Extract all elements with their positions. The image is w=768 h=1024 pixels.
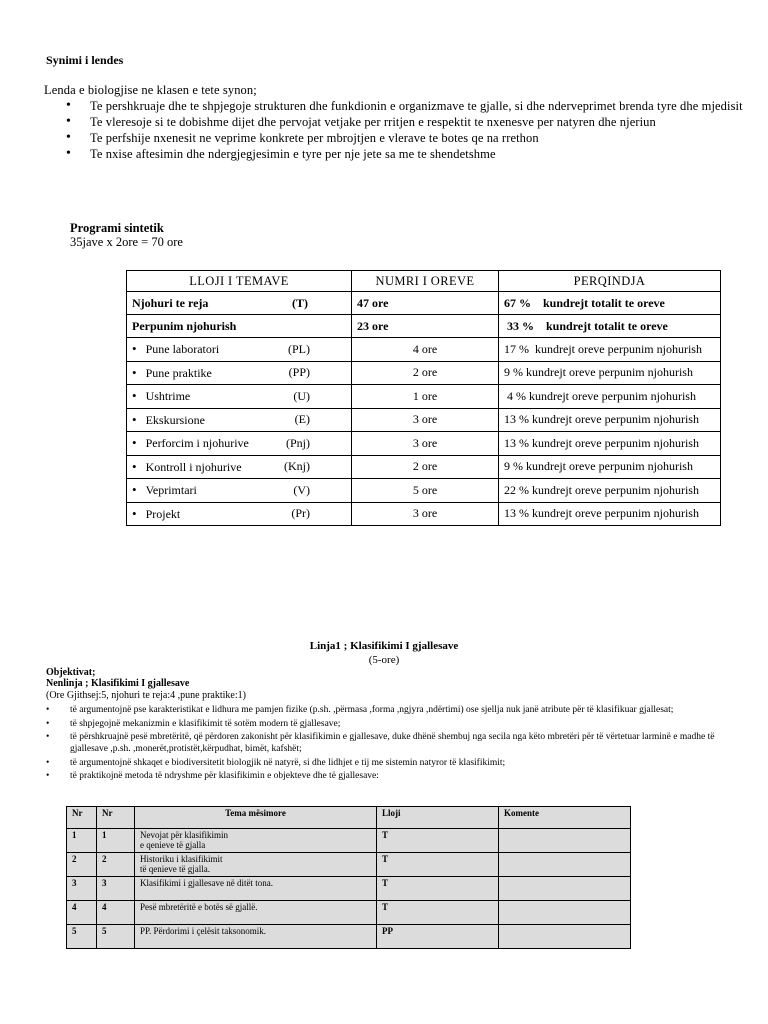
lesson-topic (135, 925, 377, 949)
topic-line: Nevojat për klasifikimin (140, 830, 228, 840)
lesson-comment (499, 829, 631, 853)
table-row (127, 361, 721, 385)
lesson-type: T (377, 853, 499, 877)
header-tema: Tema mësimore (135, 807, 377, 829)
lesson-nr: 5 (67, 925, 97, 949)
lesson-topic (135, 853, 377, 877)
row-code: (E) (294, 412, 310, 427)
row-name (127, 361, 352, 385)
row-code: (Pr) (291, 506, 310, 521)
lesson-comment (499, 925, 631, 949)
row-hours: 2 ore (352, 455, 499, 479)
aims-list (66, 98, 743, 162)
table-row (127, 455, 721, 479)
lesson-type: T (377, 901, 499, 925)
table-row-summary (127, 315, 721, 338)
row-percentage: 33 % kundrejt totalit te oreve (499, 315, 721, 338)
row-hours: 3 ore (352, 432, 499, 456)
lesson-type: T (377, 829, 499, 853)
topic-line: të qenieve të gjalla. (140, 864, 210, 874)
table-row (67, 829, 631, 853)
linja-title: Linja1 ; Klasifikimi I gjallesave (309, 640, 459, 652)
row-hours: 1 ore (352, 385, 499, 409)
row-hours: 47 ore (352, 292, 499, 315)
row-label: • Pune praktike (132, 365, 212, 381)
hours-breakdown: (Ore Gjithsej:5, njohuri te reja:4 ,pune praktike:1) (46, 690, 246, 701)
row-name (127, 292, 352, 315)
header-perqindja: PERQINDJA (499, 271, 721, 292)
lessons-table (66, 806, 631, 949)
row-code: (U) (293, 388, 310, 403)
row-label: • Ushtrime (132, 388, 190, 404)
table-row (67, 925, 631, 949)
lesson-topic (135, 877, 377, 901)
aim-item: • Te perfshije nxenesit ne veprime konkrete per mbrojtjen e vlerave te botes qe na rrethon (66, 130, 743, 146)
objective-item: • të shpjegojnë mekanizmin e klasifikimit të sotëm modern të gjallesave; (46, 718, 746, 730)
row-percentage: 13 % kundrejt oreve perpunim njohurish (499, 408, 721, 432)
row-name (127, 385, 352, 409)
row-hours: 4 ore (352, 338, 499, 362)
header-numri: NUMRI I OREVE (352, 271, 499, 292)
lesson-nr: 4 (67, 901, 97, 925)
row-name (127, 408, 352, 432)
header-komente: Komente (499, 807, 631, 829)
row-code: (Knj) (284, 459, 310, 474)
topic-line: e qenieve të gjalla (140, 840, 206, 850)
row-code: (Pnj) (286, 435, 310, 450)
row-label: • Ekskursione (132, 412, 205, 428)
row-percentage: 4 % kundrejt oreve perpunim njohurish (499, 385, 721, 409)
objective-item: • të argumentojnë shkaqet e biodiversitetit biologjik në natyrë, si dhe lidhjet e tij me sistemin natyror të klasifikimit; (46, 757, 746, 769)
row-hours: 3 ore (352, 408, 499, 432)
lesson-nr: 5 (97, 925, 135, 949)
table-row (67, 901, 631, 925)
row-label: Njohuri te reja (132, 295, 209, 310)
lesson-comment (499, 877, 631, 901)
topics-hours-table (126, 270, 721, 526)
row-name (127, 315, 352, 338)
header-lloji: LLOJI I TEMAVE (127, 271, 352, 292)
aim-item: • Te vleresoje si te dobishme dijet dhe pervojat vetjake per rritjen e respektit te nxenesve per natyren dhe njeriun (66, 114, 743, 130)
aim-item: • Te nxise aftesimin dhe ndergjegjesimin e tyre per nje jete sa me te shendetshme (66, 146, 743, 162)
lesson-nr: 4 (97, 901, 135, 925)
row-percentage: 67 % kundrejt totalit te oreve (499, 292, 721, 315)
row-name (127, 455, 352, 479)
row-percentage: 17 % kundrejt oreve perpunim njohurish (499, 338, 721, 362)
lesson-type: PP (377, 925, 499, 949)
row-label: • Kontroll i njohurive (132, 459, 242, 475)
row-hours: 3 ore (352, 502, 499, 526)
row-code: (V) (293, 482, 310, 497)
row-label: • Perforcim i njohurive (132, 435, 249, 451)
synimi-intro-text: Lenda e biologjise ne klasen e tete synon; (44, 83, 257, 97)
lesson-nr: 2 (67, 853, 97, 877)
section-title-synimi: Synimi i lendes (46, 53, 124, 67)
topic-line: Pesë mbretëritë e botës së gjallë. (140, 902, 258, 912)
table-row (127, 338, 721, 362)
table-row (127, 432, 721, 456)
table-header-row (127, 271, 721, 292)
row-code: (T) (292, 295, 308, 310)
lesson-comment (499, 853, 631, 877)
header-lloji: Lloji (377, 807, 499, 829)
row-percentage: 13 % kundrejt oreve perpunim njohurish (499, 502, 721, 526)
lesson-nr: 3 (67, 877, 97, 901)
header-nr: Nr (67, 807, 97, 829)
aim-item: • Te pershkruaje dhe te shpjegoje strukturen dhe funkdionin e organizmave te gjalle, si dhe nderveprimet brenda tyre dhe mjedisit (66, 98, 743, 114)
row-label: • Pune laboratori (132, 341, 219, 357)
topic-line: Historiku i klasifikimit (140, 854, 223, 864)
lesson-topic (135, 901, 377, 925)
table-row (127, 385, 721, 409)
lesson-nr: 3 (97, 877, 135, 901)
section-title-programi: Programi sintetik (70, 221, 164, 235)
lesson-topic (135, 829, 377, 853)
lesson-type: T (377, 877, 499, 901)
lesson-comment (499, 901, 631, 925)
row-hours: 23 ore (352, 315, 499, 338)
row-label: • Projekt (132, 506, 180, 522)
row-name (127, 479, 352, 503)
objektivat-label: Objektivat; (46, 667, 96, 678)
row-percentage: 9 % kundrejt oreve perpunim njohurish (499, 361, 721, 385)
nenlinja-label: Nenlinja ; Klasifikimi I gjallesave (46, 678, 190, 689)
topic-line: Klasifikimi i gjallesave në ditët tona. (140, 878, 273, 888)
row-percentage: 13 % kundrejt oreve perpunim njohurish (499, 432, 721, 456)
linja-hours: (5-ore) (368, 654, 400, 666)
row-percentage: 9 % kundrejt oreve perpunim njohurish (499, 455, 721, 479)
lesson-nr: 1 (97, 829, 135, 853)
lesson-nr: 2 (97, 853, 135, 877)
objective-item: • të argumentojnë pse karakteristikat e lidhura me pamjen fizike (p.sh. ,përmasa ,forma ,ngjyra ,ndërtimi) ose sjellja nuk janë atribute për të klasifikuar gjallesat; (46, 704, 746, 716)
table-row (127, 408, 721, 432)
objective-item: • të praktikojnë metoda të ndryshme për klasifikimin e objekteve dhe të gjallesave: (46, 770, 746, 782)
program-hours-formula: 35jave x 2ore = 70 ore (70, 235, 183, 249)
row-name (127, 502, 352, 526)
table-row-summary (127, 292, 721, 315)
row-hours: 2 ore (352, 361, 499, 385)
lessons-header-row (67, 807, 631, 829)
table-row (127, 502, 721, 526)
row-code: (PP) (288, 365, 310, 380)
row-code: (PL) (288, 341, 310, 356)
row-hours: 5 ore (352, 479, 499, 503)
table-row (127, 479, 721, 503)
row-label: • Veprimtari (132, 482, 197, 498)
row-label: Perpunim njohurish (132, 318, 237, 333)
header-nr: Nr (97, 807, 135, 829)
lesson-nr: 1 (67, 829, 97, 853)
table-row (67, 877, 631, 901)
row-percentage: 22 % kundrejt oreve perpunim njohurish (499, 479, 721, 503)
row-name (127, 338, 352, 362)
objectives-list (46, 704, 746, 784)
row-name (127, 432, 352, 456)
objective-item: • të përshkruajnë pesë mbretëritë, që përdoren zakonisht për klasifikimin e gjallesave, duke dhënë shembuj nga secila nga këto mbretëri për të vërtetuar larminë e madhe të gjallesave ,p.sh. ,monerët,protistët,kërpudhat, bimët, kafshët; (46, 731, 746, 755)
topic-line: PP. Përdorimi i çelësit taksonomik. (140, 926, 266, 936)
table-row (67, 853, 631, 877)
